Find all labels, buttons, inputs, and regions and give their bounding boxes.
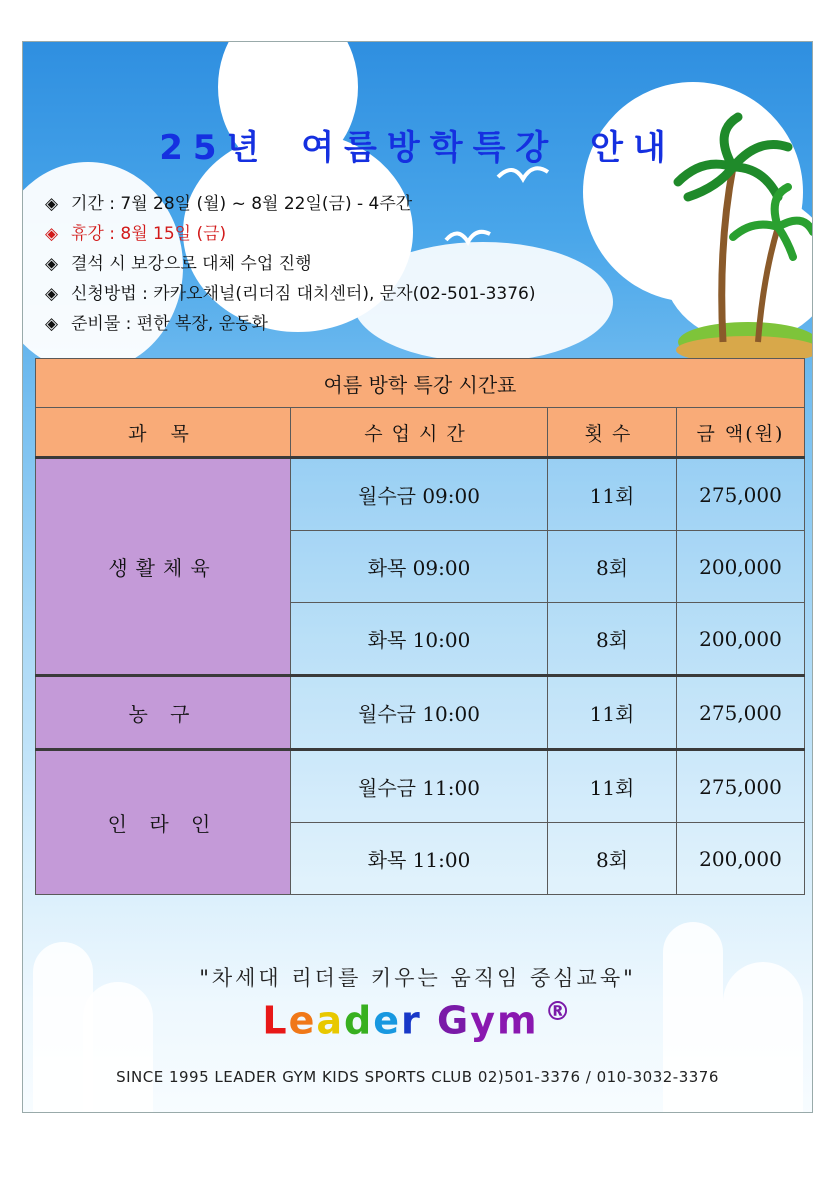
time-cell: 화목 10:00 bbox=[291, 603, 548, 676]
diamond-bullet-icon: ◈ bbox=[45, 284, 59, 304]
diamond-bullet-icon: ◈ bbox=[45, 194, 59, 214]
count-cell: 8회 bbox=[548, 531, 677, 603]
brand-letter: a bbox=[316, 998, 345, 1043]
schedule-table bbox=[35, 358, 805, 895]
diamond-bullet-icon: ◈ bbox=[45, 314, 59, 334]
slogan: "차세대 리더를 키우는 움직임 중심교육" bbox=[199, 966, 636, 990]
brand-letter: r bbox=[401, 998, 422, 1043]
info-text: 기간 : 7월 28일 (월) ~ 8월 22일(금) - 4주간 bbox=[71, 194, 413, 214]
price-cell: 275,000 bbox=[677, 458, 805, 531]
table-row bbox=[36, 458, 805, 531]
table-row bbox=[36, 676, 805, 750]
header-subject: 과 목 bbox=[36, 408, 291, 458]
info-item bbox=[45, 309, 665, 339]
info-text: 결석 시 보강으로 대체 수업 진행 bbox=[71, 254, 312, 274]
brand-letter: e bbox=[288, 998, 317, 1043]
table-title-row bbox=[36, 359, 805, 408]
registered-mark: ® bbox=[544, 997, 573, 1027]
brand-letter: e bbox=[373, 998, 402, 1043]
info-item bbox=[45, 189, 665, 219]
table-title: 여름 방학 특강 시간표 bbox=[36, 359, 805, 408]
subject-cell: 농 구 bbox=[36, 676, 291, 750]
table-header-row bbox=[36, 408, 805, 458]
info-list bbox=[45, 189, 665, 339]
info-item bbox=[45, 249, 665, 279]
poster bbox=[22, 41, 813, 1113]
header-price: 금 액(원) bbox=[677, 408, 805, 458]
price-cell: 275,000 bbox=[677, 676, 805, 750]
brand-letter: d bbox=[344, 998, 374, 1043]
price-cell: 200,000 bbox=[677, 531, 805, 603]
info-text: 준비물 : 편한 복장, 운동화 bbox=[71, 314, 268, 334]
time-cell: 화목 11:00 bbox=[291, 823, 548, 895]
time-cell: 월수금 11:00 bbox=[291, 750, 548, 823]
subject-cell: 인 라 인 bbox=[36, 750, 291, 895]
count-cell: 8회 bbox=[548, 603, 677, 676]
table-row bbox=[36, 750, 805, 823]
time-cell: 화목 09:00 bbox=[291, 531, 548, 603]
price-cell: 200,000 bbox=[677, 603, 805, 676]
count-cell: 11회 bbox=[548, 458, 677, 531]
brand-letter: L bbox=[262, 998, 289, 1043]
time-cell: 월수금 09:00 bbox=[291, 458, 548, 531]
subject-cell: 생활체육 bbox=[36, 458, 291, 676]
brand-letter: y bbox=[470, 998, 497, 1043]
brand-space bbox=[422, 999, 437, 1043]
info-item bbox=[45, 219, 665, 249]
time-cell: 월수금 10:00 bbox=[291, 676, 548, 750]
count-cell: 8회 bbox=[548, 823, 677, 895]
info-text: 신청방법 : 카카오채널(리더짐 대치센터), 문자(02-501-3376) bbox=[71, 284, 536, 304]
count-cell: 11회 bbox=[548, 750, 677, 823]
info-text: 휴강 : 8월 15일 (금) bbox=[71, 224, 227, 244]
header-time: 수업시간 bbox=[291, 408, 548, 458]
diamond-bullet-icon: ◈ bbox=[45, 224, 59, 244]
footer-contact: SINCE 1995 LEADER GYM KIDS SPORTS CLUB 02)501-3376 / 010-3032-3376 bbox=[116, 1068, 719, 1086]
brand-logo bbox=[23, 997, 812, 1043]
price-cell: 275,000 bbox=[677, 750, 805, 823]
brand-letter: G bbox=[437, 998, 471, 1043]
count-cell: 11회 bbox=[548, 676, 677, 750]
price-cell: 200,000 bbox=[677, 823, 805, 895]
brand-letter: m bbox=[497, 998, 539, 1043]
header-count: 횟수 bbox=[548, 408, 677, 458]
info-item bbox=[45, 279, 665, 309]
diamond-bullet-icon: ◈ bbox=[45, 254, 59, 274]
page-title: 25년 여름방학특강 안내 bbox=[159, 128, 676, 168]
